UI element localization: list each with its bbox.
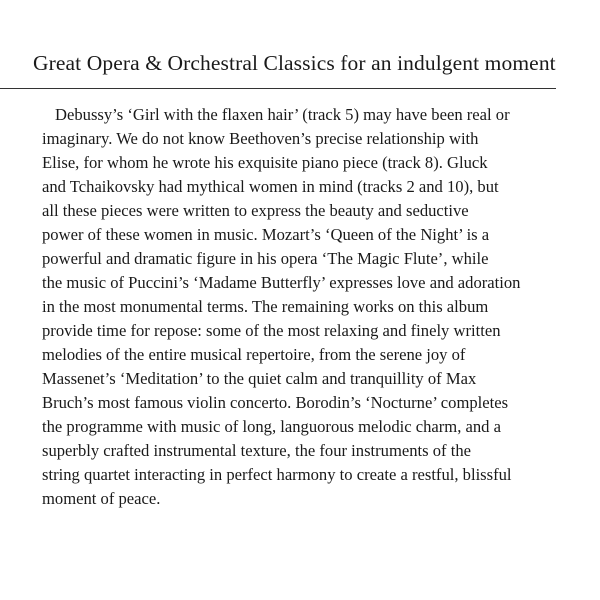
paragraph-line: powerful and dramatic figure in his opera ‘The Magic Flute’, while	[42, 249, 489, 268]
paragraph-line: Massenet’s ‘Meditation’ to the quiet calm and tranquillity of Max	[42, 369, 477, 388]
paragraph-line: and Tchaikovsky had mythical women in mind (tracks 2 and 10), but	[42, 177, 499, 196]
paragraph-line: the music of Puccini’s ‘Madame Butterfly’ expresses love and adoration	[42, 273, 521, 292]
title-divider	[0, 88, 556, 89]
paragraph-line: the programme with music of long, languorous melodic charm, and a	[42, 417, 501, 436]
paragraph-line: power of these women in music. Mozart’s ‘Queen of the Night’ is a	[42, 225, 490, 244]
paragraph-line: in the most monumental terms. The remaining works on this album	[42, 297, 489, 316]
page-title: Great Opera & Orchestral Classics for an indulgent moment	[33, 51, 556, 75]
paragraph-line: string quartet interacting in perfect harmony to create a restful, blissful	[42, 465, 512, 484]
paragraph-line: melodies of the entire musical repertoire, from the serene joy of	[42, 345, 466, 364]
paragraph-line: all these pieces were written to express the beauty and seductive	[42, 201, 469, 220]
paragraph-line: moment of peace.	[42, 489, 161, 508]
paragraph-line: superbly crafted instrumental texture, the four instruments of the	[42, 441, 472, 460]
paragraph-line: Debussy’s ‘Girl with the flaxen hair’ (track 5) may have been real or	[55, 105, 510, 124]
body-paragraph	[42, 103, 600, 511]
paragraph-line: provide time for repose: some of the most relaxing and finely written	[42, 321, 501, 340]
paragraph-line: Elise, for whom he wrote his exquisite piano piece (track 8). Gluck	[42, 153, 488, 172]
paragraph-line: Bruch’s most famous violin concerto. Borodin’s ‘Nocturne’ completes	[42, 393, 509, 412]
paragraph-line: imaginary. We do not know Beethoven’s precise relationship with	[42, 129, 479, 148]
